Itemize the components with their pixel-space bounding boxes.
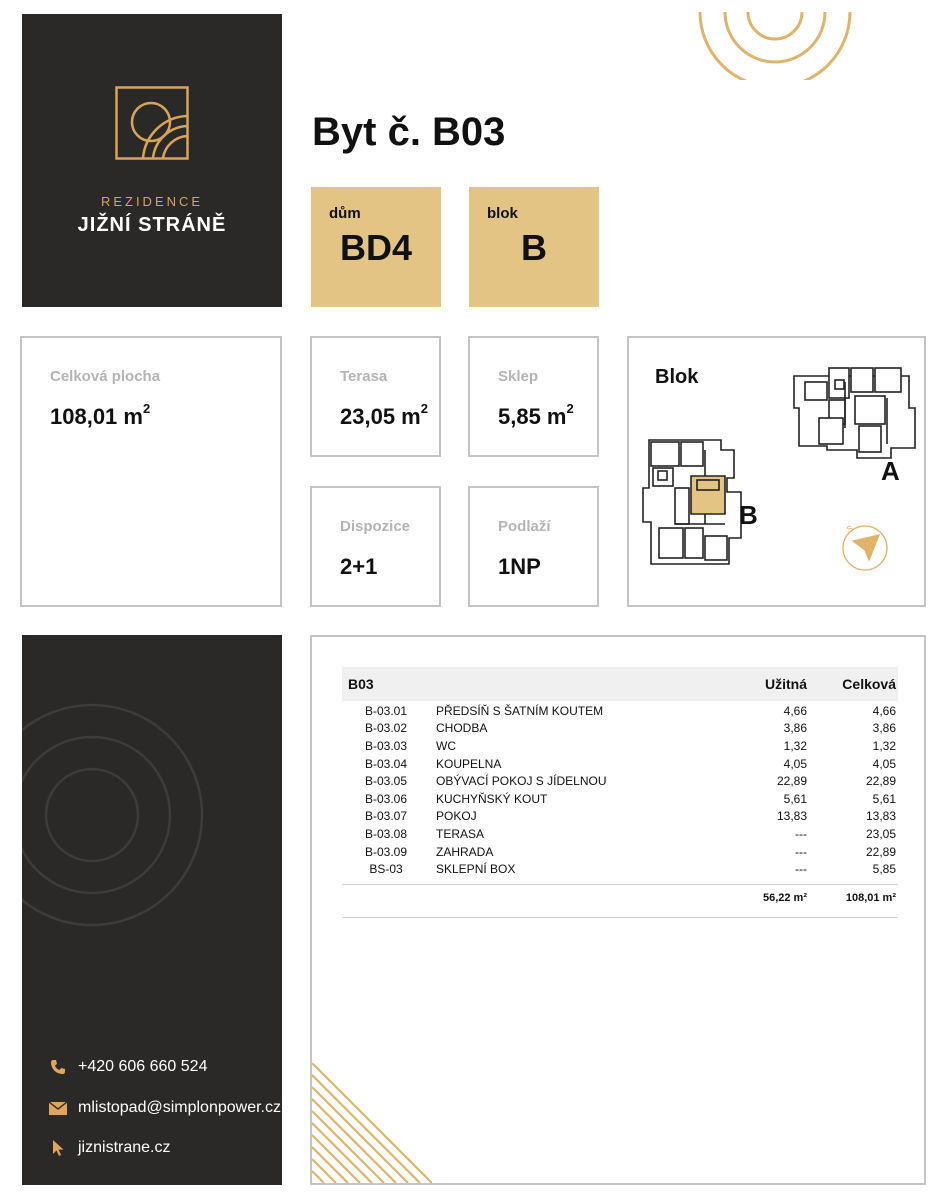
decorative-arcs [690,0,860,80]
room-usable: --- [795,826,807,841]
cursor-icon [48,1139,68,1157]
header-usable: Užitná [765,676,807,692]
contact-card [22,635,282,1185]
building-a-plan [794,368,915,458]
room-usable: 5,61 [783,791,807,806]
table-row [342,825,898,843]
room-code: B-03.01 [364,703,408,718]
total-area-box [20,336,282,607]
cellar-label: Sklep [498,368,539,385]
room-usable: 1,32 [783,738,807,753]
room-table [342,667,898,918]
table-row [342,843,898,861]
room-total: 23,05 [865,826,896,841]
envelope-icon [48,1099,68,1117]
block-value: B [521,227,547,268]
floor-value: 1NP [498,554,541,579]
house-tile [311,187,441,307]
room-code: B-03.09 [364,844,408,859]
house-value: BD4 [339,227,413,268]
room-code: B-03.07 [364,809,408,824]
room-code: B-03.04 [364,756,408,771]
room-code: BS-03 [369,862,403,877]
room-total: 4,66 [872,703,896,718]
room-name: POKOJ [436,809,477,824]
room-name: WC [436,738,456,753]
building-b-plan [643,440,741,564]
brand-logo-card [22,14,282,307]
table-row [342,755,898,773]
room-total: 5,85 [872,862,896,877]
room-total: 3,86 [872,721,896,736]
room-table-box [310,635,926,1185]
room-usable: 4,66 [783,703,807,718]
room-name: KOUPELNA [436,756,502,771]
contact-phone[interactable] [48,1056,207,1078]
table-header [342,667,898,701]
room-code: B-03.05 [364,774,408,789]
room-name: ZAHRADA [436,844,494,859]
total-area-value: 108,01 $m^2$ [50,401,151,429]
block-tile [469,187,599,307]
room-usable: 22,89 [776,774,807,789]
layout-box [310,486,441,607]
room-total: 22,89 [865,774,896,789]
room-name: KUCHYŇSKÝ KOUT [436,791,548,806]
room-name: PŘEDSÍŇ S ŠATNÍM KOUTEM [436,703,604,718]
room-usable: 4,05 [783,756,807,771]
table-row [342,720,898,738]
layout-value: 2+1 [340,554,378,579]
table-row [342,772,898,790]
layout-label: Dispozice [340,518,411,535]
table-row [342,790,898,808]
table-divider-bottom [342,917,898,918]
terrace-box [310,336,441,457]
contact-web[interactable] [48,1137,170,1159]
table-row [342,860,898,878]
room-usable: 13,83 [776,809,807,824]
table-row [342,702,898,720]
cellar-box [468,336,599,457]
email-address: mlistopad@simplonpower.cz [78,1099,281,1116]
total-usable: 56,22 m² [762,891,807,904]
brand-logo-icon [115,86,189,160]
room-total: 13,83 [865,809,896,824]
brand-name: JIŽNÍ STRÁNĚ [77,214,227,236]
room-name: TERASA [436,826,485,841]
room-name: CHODBA [436,721,488,736]
terrace-value: 23,05 $m^2$ [340,401,428,429]
header-unit: B03 [348,676,374,692]
total-area-label: Celková plocha [50,368,161,385]
block-label: blok [487,205,518,222]
cellar-value: 5,85 $m^2$ [498,401,574,429]
room-total: 22,89 [865,844,896,859]
terrace-label: Terasa [340,368,388,385]
room-code: B-03.02 [364,721,408,736]
room-code: B-03.06 [364,791,408,806]
room-usable: --- [795,862,807,877]
room-usable: 3,86 [783,721,807,736]
room-usable: --- [795,844,807,859]
apartment-title: Byt č. B03 [312,110,506,154]
phone-number: +420 606 660 524 [78,1058,208,1075]
floor-box [468,486,599,607]
floor-label: Podlaží [498,518,551,535]
compass-letter: S [845,523,855,535]
phone-icon [48,1058,68,1076]
house-label: dům [329,205,361,222]
contact-email[interactable] [48,1097,281,1119]
block-map-box [627,336,926,607]
table-row [342,737,898,755]
total-total: 108,01 m² [845,891,896,904]
room-code: B-03.03 [364,738,408,753]
room-name: OBÝVACÍ POKOJ S JÍDELNOU [436,774,607,789]
decorative-circles [22,685,242,945]
table-row [342,808,898,826]
building-a-label: A [881,456,900,486]
header-total: Celková [842,676,896,692]
brand-subtitle: REZIDENCE [100,194,204,209]
room-code: B-03.08 [364,826,408,841]
decorative-stripes [312,1063,432,1183]
room-total: 4,05 [872,756,896,771]
website-url: jiznistrane.cz [78,1139,171,1156]
room-total: 5,61 [872,791,896,806]
table-totals [342,885,898,911]
building-b-label: B [739,500,758,530]
table-body [342,701,898,878]
block-map-label: Blok [655,366,699,388]
room-name: SKLEPNÍ BOX [436,862,516,877]
room-total: 1,32 [872,738,896,753]
site-plan-map [629,338,924,605]
